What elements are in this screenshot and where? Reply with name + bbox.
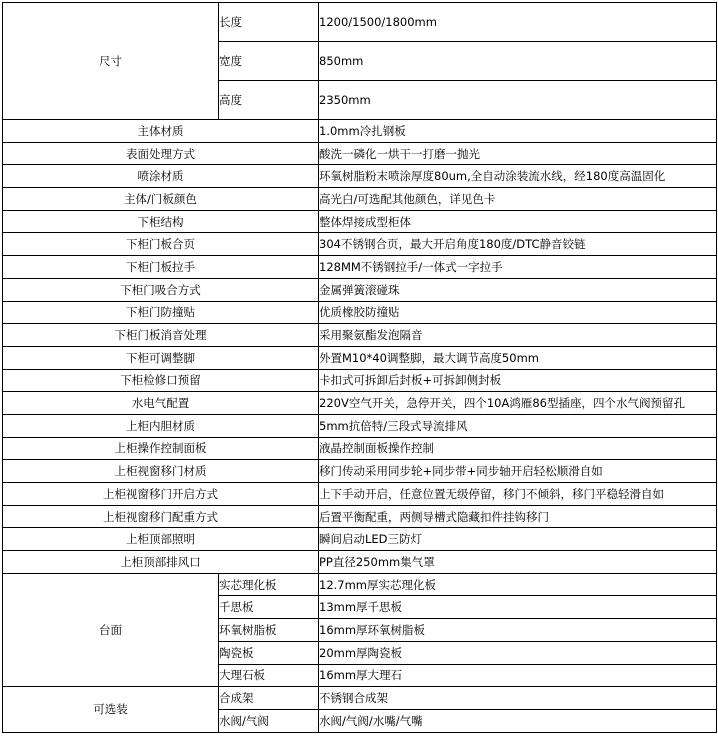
size-name: 长度: [219, 3, 319, 42]
countertop-value: 12.7mm厚实芯理化板: [319, 573, 717, 596]
optional-label: 可选装: [3, 687, 219, 732]
spec-value: 1.0mm冷扎钢板: [319, 120, 717, 143]
size-name: 高度: [219, 81, 319, 120]
countertop-name: 大理石板: [219, 664, 319, 687]
spec-value: 5mm抗倍特/三段式导流排风: [319, 414, 717, 437]
spec-name: 上柜视窗移门配重方式: [3, 505, 319, 528]
spec-value: 220V空气开关，急停开关，四个10A鸿雁86型插座，四个水气阀预留孔: [319, 392, 717, 415]
spec-name: 下柜检修口预留: [3, 369, 319, 392]
table-row: [3, 392, 717, 415]
countertop-name: 陶瓷板: [219, 641, 319, 664]
spec-value: 移门传动采用同步轮+同步带+同步轴开启轻松顺滑自如: [319, 460, 717, 483]
spec-value: 环氧树脂粉末喷涂厚度80um,全自动涂装流水线，经180度高温固化: [319, 165, 717, 188]
countertop-name: 千思板: [219, 596, 319, 619]
spec-name: 表面处理方式: [3, 142, 319, 165]
table-row: [3, 278, 717, 301]
spec-name: 水电气配置: [3, 392, 319, 415]
table-row: [3, 551, 717, 574]
table-row: [3, 437, 717, 460]
spec-value: 优质橡胶防撞贴: [319, 301, 717, 324]
spec-value: 外置M10*40调整脚，最大调节高度50mm: [319, 346, 717, 369]
spec-name: 下柜门板合页: [3, 233, 319, 256]
spec-value: 上下手动开启，任意位置无级停留，移门不倾斜，移门平稳轻滑自如: [319, 483, 717, 506]
table-row: [3, 460, 717, 483]
spec-name: 下柜门吸合方式: [3, 278, 319, 301]
table-row: [3, 573, 717, 596]
optional-value: 水阀/气阀/水嘴/气嘴: [319, 709, 717, 732]
table-row: [3, 483, 717, 506]
spec-name: 上柜视窗移门开启方式: [3, 483, 319, 506]
countertop-name: 实芯理化板: [219, 573, 319, 596]
spec-value: 液晶控制面板操作控制: [319, 437, 717, 460]
spec-name: 下柜门板拉手: [3, 256, 319, 279]
size-value: 850mm: [319, 42, 717, 81]
size-value: 2350mm: [319, 81, 717, 120]
spec-value: 瞬间启动LED三防灯: [319, 528, 717, 551]
spec-value: 高光白/可选配其他颜色，详见色卡: [319, 188, 717, 211]
countertop-value: 16mm厚大理石: [319, 664, 717, 687]
countertop-value: 16mm厚环氧树脂板: [319, 619, 717, 642]
countertop-label: 台面: [3, 573, 219, 686]
spec-name: 下柜可调整脚: [3, 346, 319, 369]
spec-name: 上柜视窗移门材质: [3, 460, 319, 483]
table-row: [3, 324, 717, 347]
table-row: [3, 687, 717, 710]
spec-value: 后置平衡配重，两侧导槽式隐藏扣件挂钩移门: [319, 505, 717, 528]
size-value: 1200/1500/1800mm: [319, 3, 717, 42]
table-row: [3, 301, 717, 324]
table-row: [3, 505, 717, 528]
table-row: [3, 120, 717, 143]
spec-name: 下柜门板消音处理: [3, 324, 319, 347]
spec-value: 304不锈钢合页，最大开启角度180度/DTC静音铰链: [319, 233, 717, 256]
table-row: [3, 188, 717, 211]
spec-name: 主体材质: [3, 120, 319, 143]
table-row: [3, 142, 717, 165]
spec-value: 酸洗一磷化一烘干一打磨一抛光: [319, 142, 717, 165]
spec-name: 上柜顶部排风口: [3, 551, 319, 574]
optional-value: 不锈钢合成架: [319, 687, 717, 710]
table-row: [3, 369, 717, 392]
spec-table: [2, 2, 717, 733]
spec-value: 卡扣式可拆卸后封板+可拆卸侧封板: [319, 369, 717, 392]
size-label: 尺寸: [3, 3, 219, 120]
table-row: [3, 346, 717, 369]
table-row: [3, 233, 717, 256]
spec-name: 下柜门防撞贴: [3, 301, 319, 324]
optional-name: 水阀/气阀: [219, 709, 319, 732]
table-row: [3, 165, 717, 188]
table-row: [3, 414, 717, 437]
spec-name: 下柜结构: [3, 210, 319, 233]
optional-name: 合成架: [219, 687, 319, 710]
spec-value: 整体焊接成型柜体: [319, 210, 717, 233]
countertop-name: 环氧树脂板: [219, 619, 319, 642]
spec-value: 金属弹簧滚碰珠: [319, 278, 717, 301]
spec-name: 上柜顶部照明: [3, 528, 319, 551]
spec-value: 采用聚氨酯发泡隔音: [319, 324, 717, 347]
table-row: [3, 3, 717, 42]
size-name: 宽度: [219, 42, 319, 81]
spec-value: 128MM不锈钢拉手/一体式一字拉手: [319, 256, 717, 279]
countertop-value: 13mm厚千思板: [319, 596, 717, 619]
table-row: [3, 210, 717, 233]
spec-value: PP直径250mm集气罩: [319, 551, 717, 574]
spec-name: 主体/门板颜色: [3, 188, 319, 211]
table-row: [3, 528, 717, 551]
countertop-value: 20mm厚陶瓷板: [319, 641, 717, 664]
table-row: [3, 256, 717, 279]
spec-name: 上柜内胆材质: [3, 414, 319, 437]
spec-name: 上柜操作控制面板: [3, 437, 319, 460]
spec-name: 喷涂材质: [3, 165, 319, 188]
